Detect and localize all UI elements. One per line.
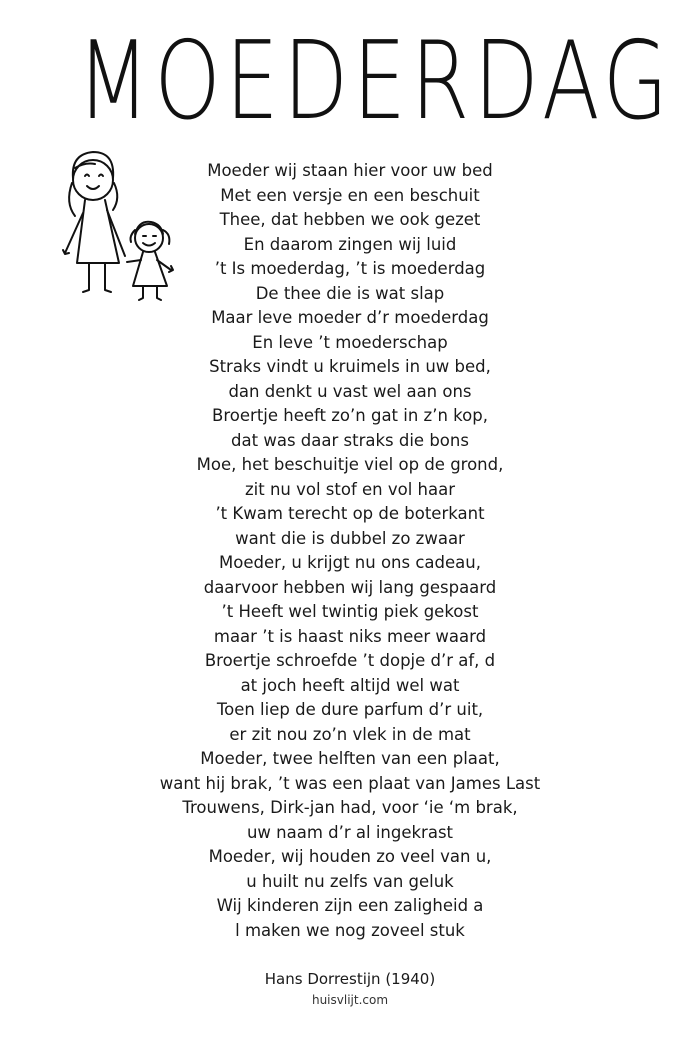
poem-line: zit nu vol stof en vol haar — [244, 479, 456, 499]
poem-line: Wij kinderen zijn een zaligheid a — [216, 896, 484, 915]
poem-author: Hans Dorrestijn (1940) — [264, 970, 436, 988]
poem-line: er zit nou zo’n vlek in de mat — [229, 724, 471, 744]
poem-line: uw naam d’r al ingekrast — [246, 822, 454, 842]
poem-line: Broertje heeft zo’n gat in z’n kop, — [212, 406, 488, 425]
poem-line: dat was daar straks die bons — [231, 430, 469, 450]
poem-line: dan denkt u vast wel aan ons — [228, 381, 472, 401]
poem-line: Toen liep de dure parfum d’r uit, — [216, 700, 484, 719]
poem-line: Trouwens, Dirk-jan had, voor ‘ie ‘m brak, — [182, 798, 518, 817]
poem-body — [0, 159, 700, 943]
poem-line: En leve ’t moederschap — [252, 332, 448, 352]
poem-line: maar ’t is haast niks meer waard — [213, 626, 487, 646]
poem-line: want die is dubbel zo zwaar — [235, 528, 465, 548]
poem-line: ’t Kwam terecht op de boterkant — [215, 504, 485, 523]
poem-line: En daarom zingen wij luid — [243, 234, 457, 254]
poem-line: l maken we nog zoveel stuk — [235, 920, 465, 940]
poem-line: De thee die is wat slap — [255, 283, 445, 303]
poem-line: Broertje schroefde ’t dopje d’r af, d — [204, 651, 496, 670]
poem-line: u huilt nu zelfs van geluk — [246, 871, 454, 891]
poem-line: Moeder, twee helften van een plaat, — [200, 749, 500, 768]
poem-line: Moeder, wij houden zo veel van u, — [208, 847, 492, 866]
poem-line: daarvoor hebben wij lang gespaard — [203, 577, 497, 597]
poem-line: at joch heeft altijd wel wat — [240, 675, 460, 695]
poem-line: Moe, het beschuitje viel op de grond, — [196, 455, 504, 474]
poem-line: Thee, dat hebben we ook gezet — [219, 210, 481, 229]
poem-line: Straks vindt u kruimels in uw bed, — [209, 357, 491, 376]
website-credit: huisvlijt.com — [311, 993, 389, 1007]
poem-line: Moeder, u krijgt nu ons cadeau, — [219, 553, 481, 572]
poem-line: ’t Is moederdag, ’t is moederdag — [214, 259, 486, 278]
page-title: MOEDERDAG — [77, 19, 673, 144]
poem-line: want hij brak, ’t was een plaat van James Last — [159, 773, 541, 793]
poem-line: ’t Heeft wel twintig piek gekost — [221, 602, 479, 621]
poem-line: Maar leve moeder d’r moederdag — [211, 308, 489, 327]
poem-line: Moeder wij staan hier voor uw bed — [207, 161, 493, 180]
poem-line: Met een versje en een beschuit — [220, 185, 480, 205]
